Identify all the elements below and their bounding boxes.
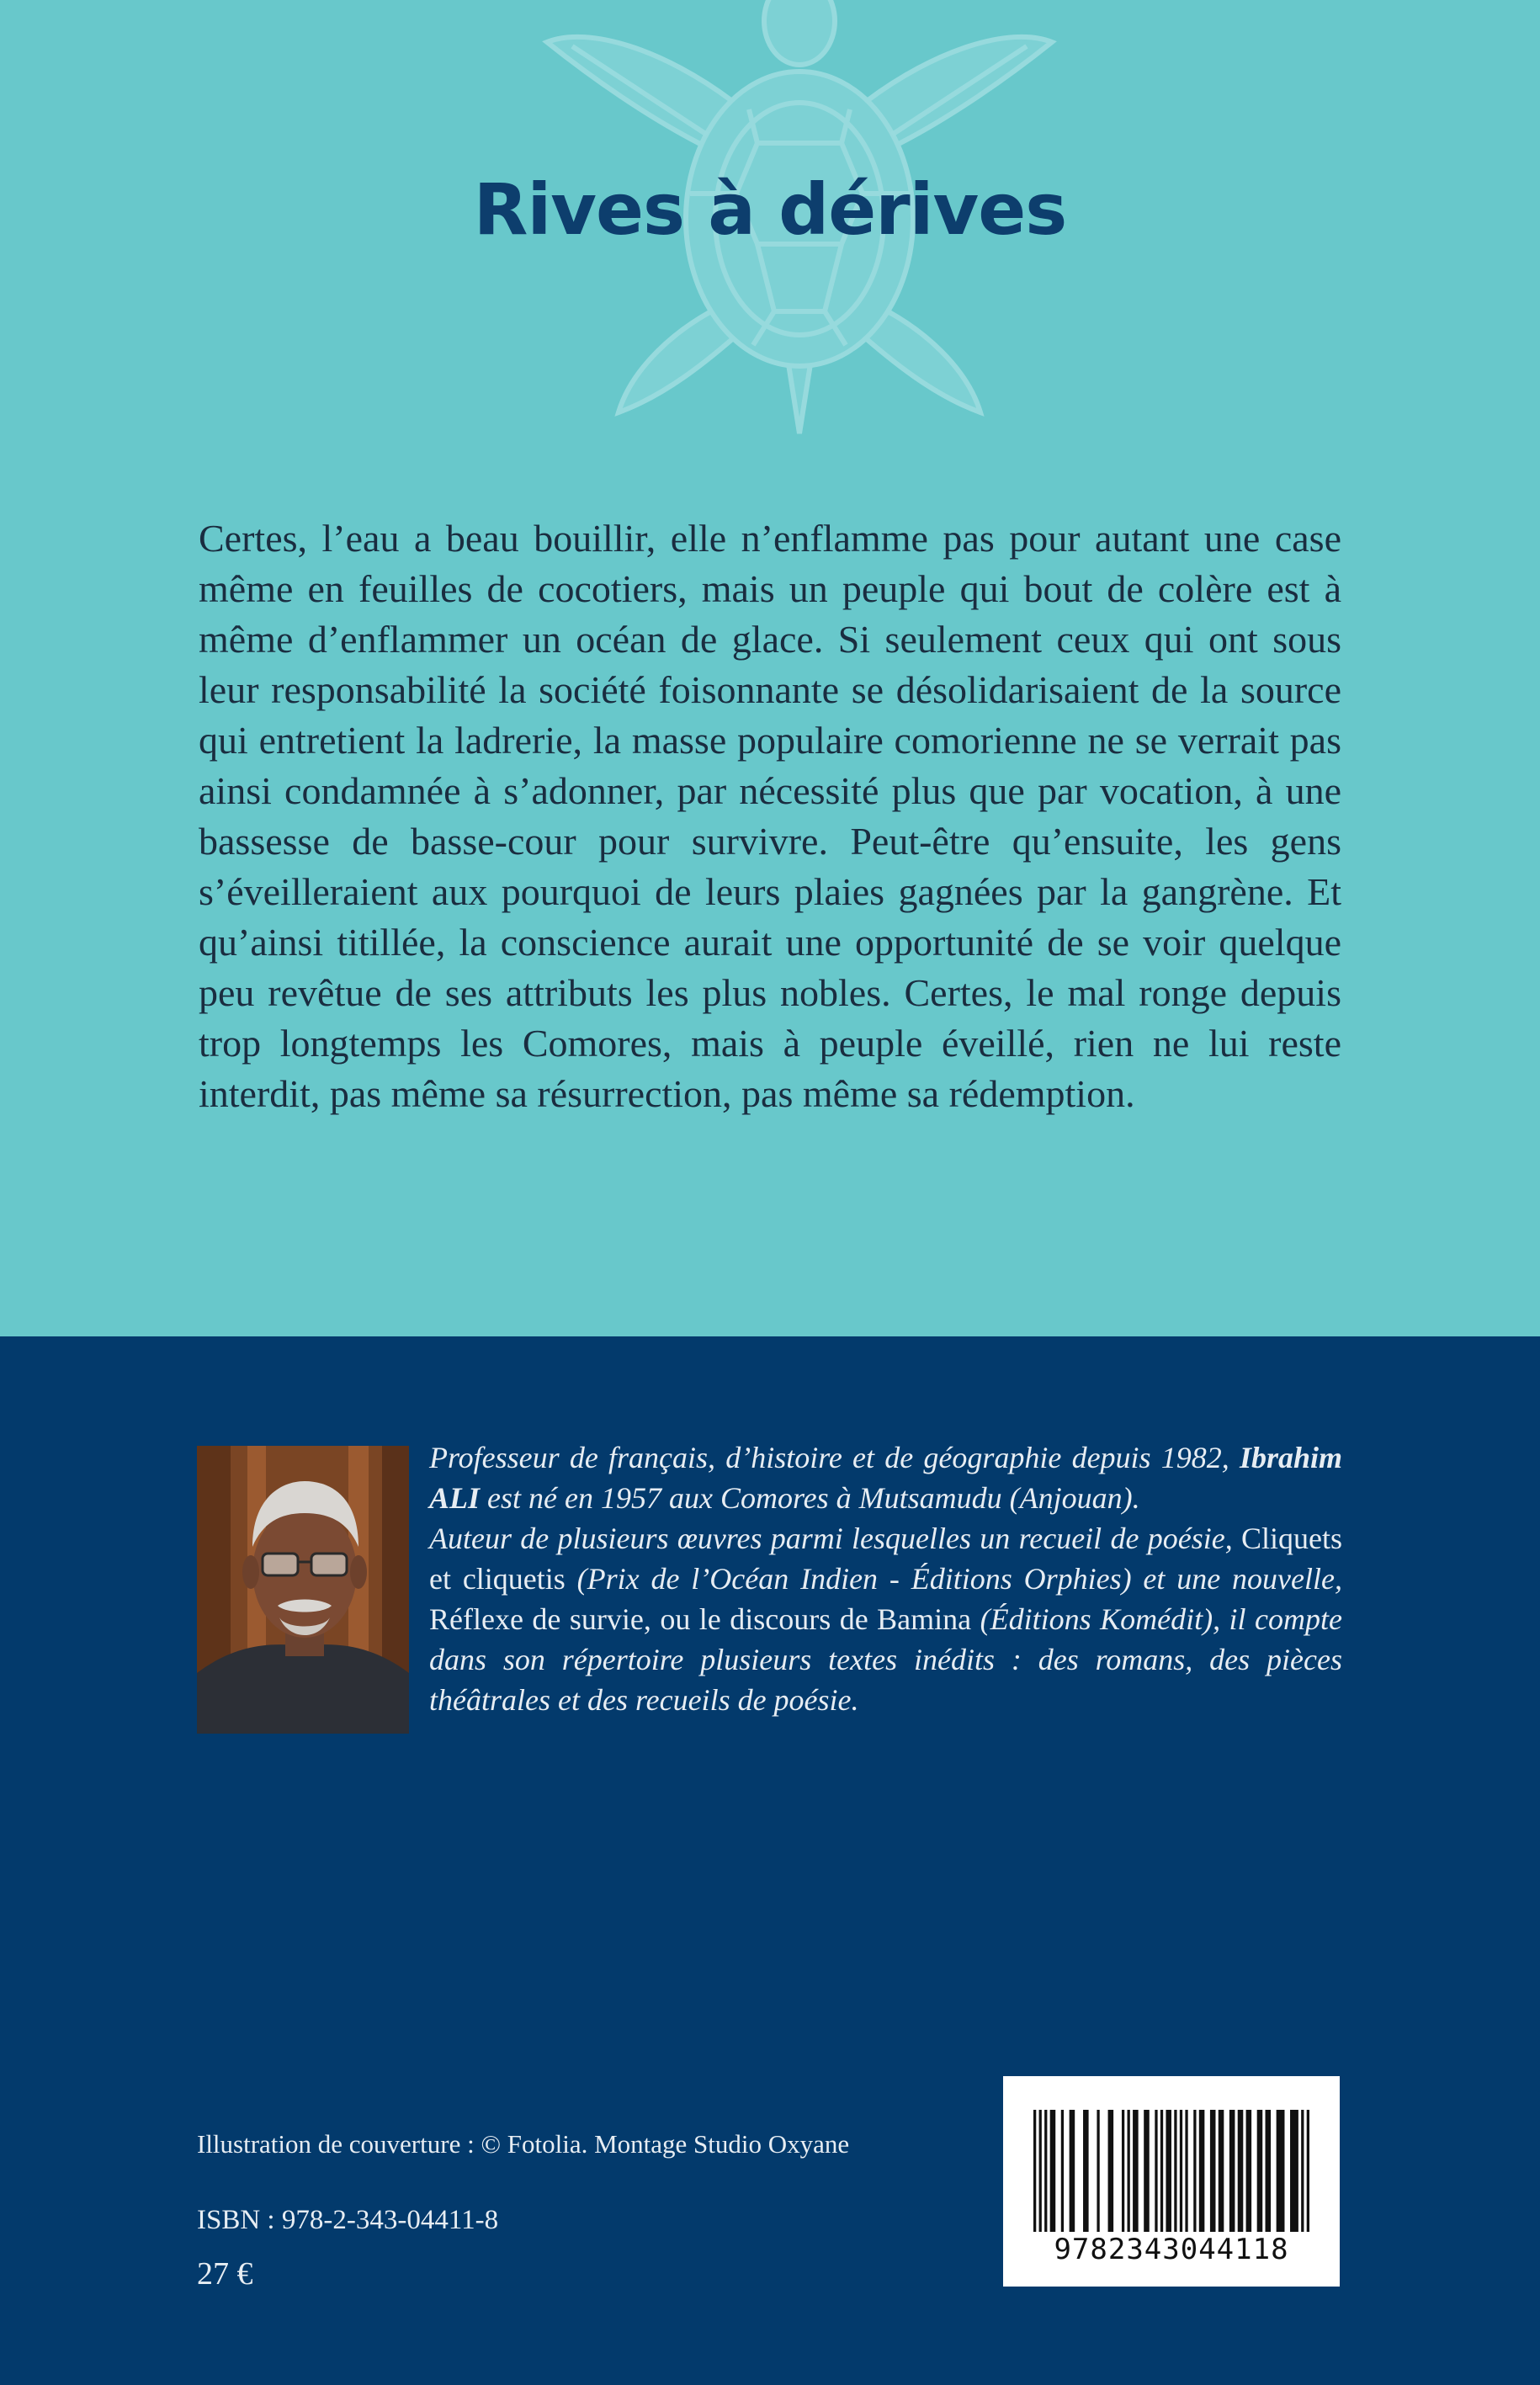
barcode-number: 9782343044118 [1054,2233,1289,2266]
barcode-bar [1144,2110,1150,2232]
barcode-bar [1039,2110,1042,2232]
blurb-text: Certes, l’eau a beau bouillir, elle n’enflamme pas pour autant une case même en feuilles de cocotiers, mais un peuple qui bout de colère est à même d’enflammer un océan de glace. Si seulement ceux qui ont sous leur responsabilité la société foisonnante se désolidarisaient de la source qui entretient la ladrerie, la masse populaire comorienne ne se verrait pas ainsi condamnée à s’adonner, par nécessité plus que par vocation, à une bassesse de basse-cour pour survivre. Peut-être qu’ensuite, les gens s’éveilleraient aux pourquoi de leurs plaies gagnées par la gangrène. Et qu’ainsi titillée, la conscience aurait une opportunité de se voir quelque peu revêtue de ses attributs les plus nobles. Certes, le mal ronge depuis trop longtemps les Comores, mais à peuple éveillé, rien ne lui reste interdit, pas même sa résurrection, pas même sa rédemption. [199,517,1341,1115]
bio-text-1: Professeur de français, d’histoire et de géographie depuis 1982, [429,1441,1240,1474]
barcode-bar [1238,2110,1244,2232]
barcode-bar [1199,2110,1205,2232]
barcode-bar [1185,2110,1187,2232]
author-bio [429,1437,1342,1720]
barcode-bar [1050,2110,1056,2232]
barcode-bar [1061,2110,1064,2232]
barcode-bar [1277,2110,1285,2232]
bio-text-3: Auteur de plusieurs œuvres parmi lesquelles un recueil de poésie, [429,1522,1241,1555]
barcode-bar [1097,2110,1099,2232]
barcode-bar [1083,2110,1089,2232]
barcode-bar [1070,2110,1075,2232]
book-title: Rives à dérives [473,168,1067,251]
barcode [1003,2076,1340,2287]
barcode-bar [1219,2110,1224,2232]
barcode-bar [1290,2110,1298,2232]
illustration-credit: Illustration de couverture : © Fotolia. Montage Studio Oxyane [197,2129,850,2159]
barcode-bar [1033,2110,1036,2232]
barcode-bar [1108,2110,1114,2232]
barcode-bar [1128,2110,1130,2232]
barcode-bar [1266,2110,1272,2232]
work-title-2: Réflexe de survie, ou le discours de Bamina [429,1602,972,1636]
bio-text-4: (Prix de l’Océan Indien - Éditions Orphies) et une nouvelle, [565,1562,1342,1596]
barcode-bar [1180,2110,1182,2232]
barcode-bar [1122,2110,1124,2232]
barcode-bar [1257,2110,1263,2232]
price: 27 € [197,2256,253,2292]
barcode-bar [1174,2110,1176,2232]
barcode-bar [1044,2110,1047,2232]
author-photo [197,1446,409,1734]
barcode-bar [1166,2110,1171,2232]
barcode-bar [1155,2110,1157,2232]
barcode-bar [1193,2110,1196,2232]
barcode-bar [1307,2110,1309,2232]
work-title-1: Cliquets et cliquetis [429,1522,1342,1596]
barcode-bar [1246,2110,1252,2232]
author-name-text: Ibrahim ALI [429,1441,1342,1515]
bio-text-5: (Éditions Komédit), il compte dans son répertoire plusieurs textes inédits : des romans, des pièces théâtrales et des recueils de poésie. [429,1602,1342,1717]
barcode-bar [1301,2110,1304,2232]
isbn: ISBN : 978-2-343-04411-8 [197,2205,499,2235]
barcode-bar [1229,2110,1235,2232]
barcode-bar [1210,2110,1216,2232]
barcode-bar [1160,2110,1163,2232]
barcode-bar [1133,2110,1139,2232]
bio-text-2: est né en 1957 aux Comores à Mutsamudu (Anjouan). [480,1481,1140,1515]
